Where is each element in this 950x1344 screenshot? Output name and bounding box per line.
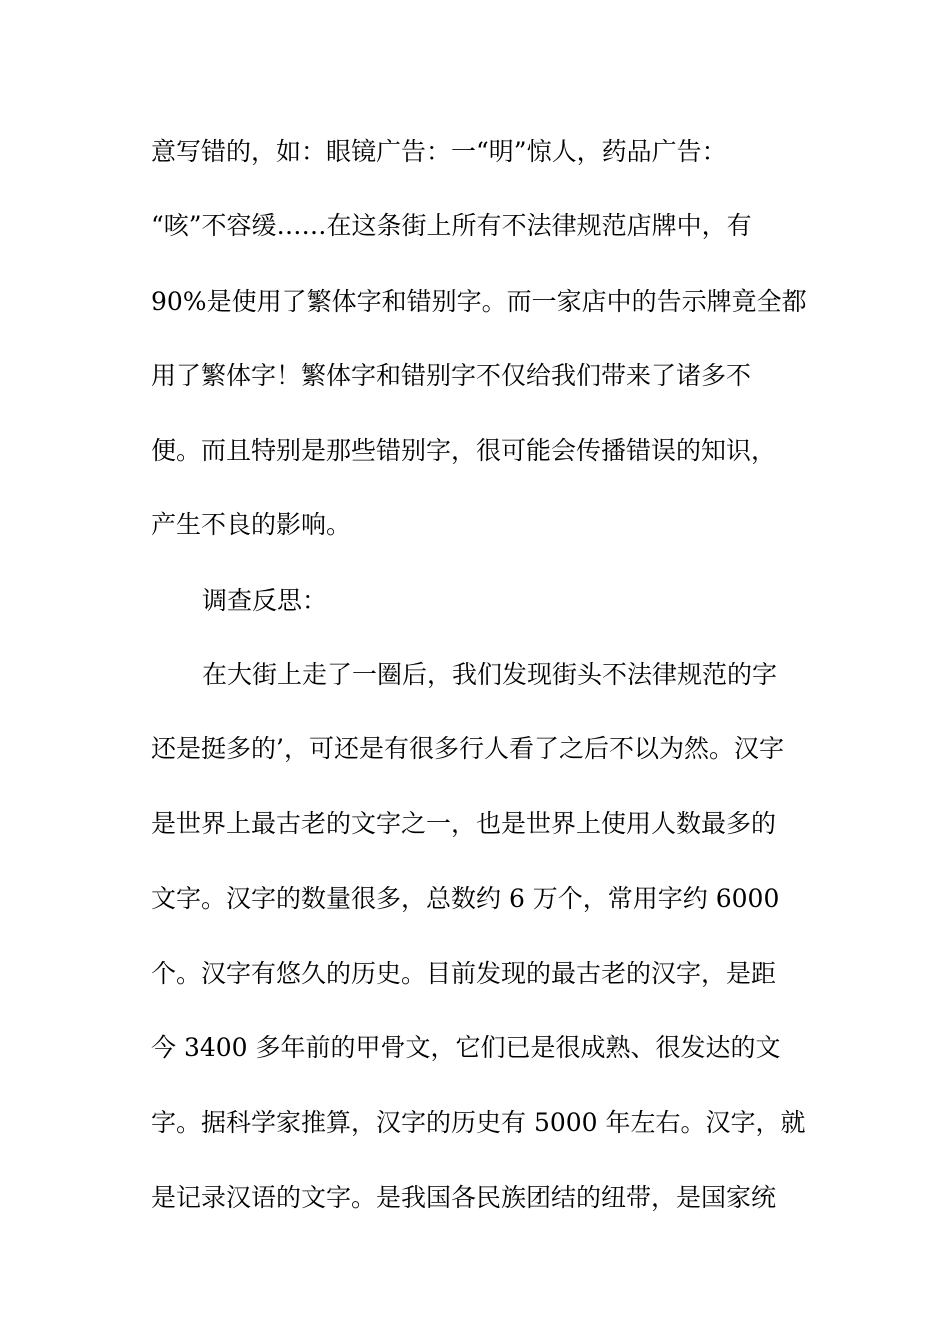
section-heading: 调查反思：	[202, 586, 328, 615]
text-line: 产生不良的影响。	[151, 510, 352, 539]
text-line: 字。据科学家推算，汉字的历史有 5000 年左右。汉字，就	[151, 1108, 806, 1137]
text-line: 用了繁体字！繁体字和错别字不仅给我们带来了诸多不	[151, 361, 752, 390]
text-line: 个。汉字有悠久的历史。目前发现的最古老的汉字，是距	[151, 959, 777, 988]
text-line: 便。而且特别是那些错别字，很可能会传播错误的知识，	[151, 436, 777, 465]
text-line: 是记录汉语的文字。是我国各民族团结的纽带，是国家统	[151, 1183, 777, 1212]
text-line: “咳”不容缓……在这条街上所有不法律规范店牌中，有	[151, 211, 752, 240]
text-line: 今 3400 多年前的甲骨文，它们已是很成熟、很发达的文	[151, 1033, 781, 1062]
text-line: 在大街上走了一圈后，我们发现街头不法律规范的字	[202, 660, 778, 689]
text-line: 意写错的，如：眼镜广告：一“明”惊人，药品广告：	[151, 137, 727, 166]
text-line: 90%是使用了繁体字和错别字。而一家店中的告示牌竟全都	[151, 287, 807, 316]
text-line: 文字。汉字的数量很多，总数约 6 万个，常用字约 6000	[151, 884, 780, 913]
text-line: 还是挺多的’，可还是有很多行人看了之后不以为然。汉字	[151, 734, 784, 763]
text-line: 是世界上最古老的文字之一，也是世界上使用人数最多的	[151, 809, 777, 838]
